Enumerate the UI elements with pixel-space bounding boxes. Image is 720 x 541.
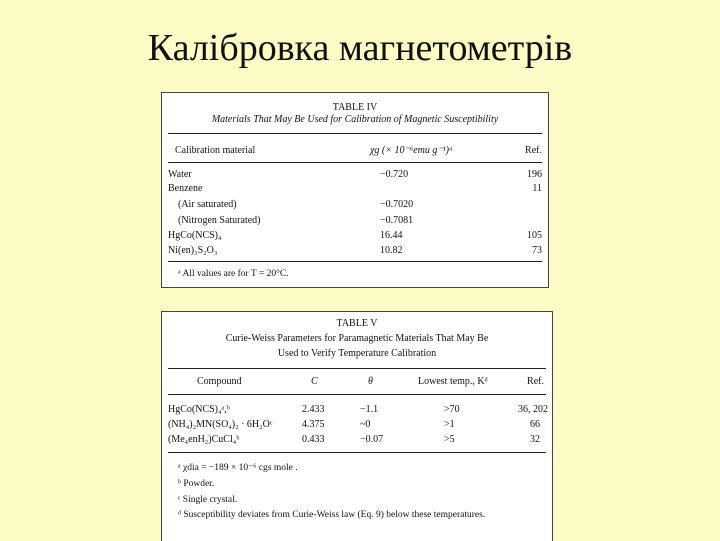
table-row [162,183,548,195]
table-v-caption: TABLE V [336,318,378,329]
table-iv-cell-material: Ni(en)₃S₂O₃ [168,245,218,256]
table-iv-top-rule [168,133,542,134]
table-iv-bottom-rule [168,261,542,262]
table-v-cell-c: 4.375 [302,419,325,430]
table-row [162,245,548,257]
table-v-header-rule [168,394,546,395]
table-iv-header-rule [168,162,542,163]
table-v-bottom-rule [168,452,546,453]
table-row [162,404,552,416]
table-iv-cell-chi: −0.7081 [380,215,414,226]
table-v-cell-compound: (Me₄enH₂)CuCl₄ᵇ [168,434,240,445]
table-v-cell-compound: HgCo(NCS)₄ᵃ,ᵇ [168,404,230,415]
table-v-cell-lowest-temp: >70 [444,404,460,415]
table-row [162,215,548,227]
table-row [162,169,548,181]
table-iv-caption: TABLE IV [332,102,378,113]
table-v-footnote-b: ᵇ Powder. [178,479,215,489]
table-iv-cell-material: HgCo(NCS)₄ [168,230,222,241]
table-v-cell-theta: −1.1 [360,404,379,415]
table-v-cell-lowest-temp: >5 [444,434,455,445]
table-iv-header-ref: Ref. [525,145,542,156]
table-v-cell-theta: ~0 [360,419,371,430]
table-v-footnote-d: ᵈ Susceptibility deviates from Curie-Weiss law (Eq. 9) below these temperatures. [178,510,486,520]
table-iv-header-chi: χg (× 10⁻⁶emu g⁻¹)ᵃ [370,145,453,156]
table-v-header-compound: Compound [197,376,242,387]
table-v-cell-ref: 32 [530,434,540,445]
table-iv-cell-chi: −0.7020 [380,199,414,210]
table-iv-subtitle: Materials That May Be Used for Calibration of Magnetic Susceptibility [211,114,499,125]
table-v-top-rule [168,368,546,369]
table-v-cell-c: 2.433 [302,404,325,415]
table-row [162,419,552,431]
table-row [162,434,552,446]
table-v-cell-compound: (NH₄)₂MN(SO₄)₂ · 6H₂Oᶜ [168,419,273,430]
table-iv-cell-material: (Air saturated) [178,199,237,210]
table-v-header-row [162,376,552,388]
table-iv-cell-chi: −0.720 [380,169,409,180]
table-iv-header-material: Calibration material [175,145,256,156]
table-iv-header-row [162,145,548,157]
table-iv-cell-material: (Nitrogen Saturated) [178,215,261,226]
table-row [162,199,548,211]
table-v-header-theta: θ [368,376,373,387]
table-v-subtitle-line2: Used to Verify Temperature Calibration [277,348,437,359]
table-v-header-c: C [311,376,318,387]
table-iv-cell-ref: 196 [527,169,542,180]
table-iv-cell-material: Water [168,169,192,180]
table-iv-cell-ref: 73 [532,245,542,256]
table-row [162,230,548,242]
table-v-cell-ref: 66 [530,419,540,430]
table-iv-cell-chi: 10.82 [380,245,403,256]
table-v [161,311,553,541]
table-iv-cell-ref: 105 [527,230,542,241]
table-v-cell-c: 0.433 [302,434,325,445]
slide-title: Калібровка магнетометрів [147,27,573,69]
table-v-subtitle-line1: Curie-Weiss Parameters for Paramagnetic Materials That May Be [225,333,489,344]
table-iv-footnote: ᵃ All values are for T = 20°C. [178,269,289,279]
table-iv-cell-material: Benzene [168,183,203,194]
table-v-cell-ref: 36, 202 [518,404,548,415]
table-v-cell-theta: −0.07 [360,434,384,445]
table-v-footnote-c: ᶜ Single crystal. [178,495,238,505]
table-v-header-ref: Ref. [527,376,544,387]
table-iv [161,92,549,288]
table-v-cell-lowest-temp: >1 [444,419,455,430]
table-iv-cell-chi: 16.44 [380,230,403,241]
table-v-header-lowest-temp: Lowest temp., Kᵈ [418,376,488,387]
table-v-footnote-a: ᵃ χdia = −189 × 10⁻⁶ cgs mole . [178,463,298,473]
table-iv-cell-ref: 11 [532,183,542,194]
